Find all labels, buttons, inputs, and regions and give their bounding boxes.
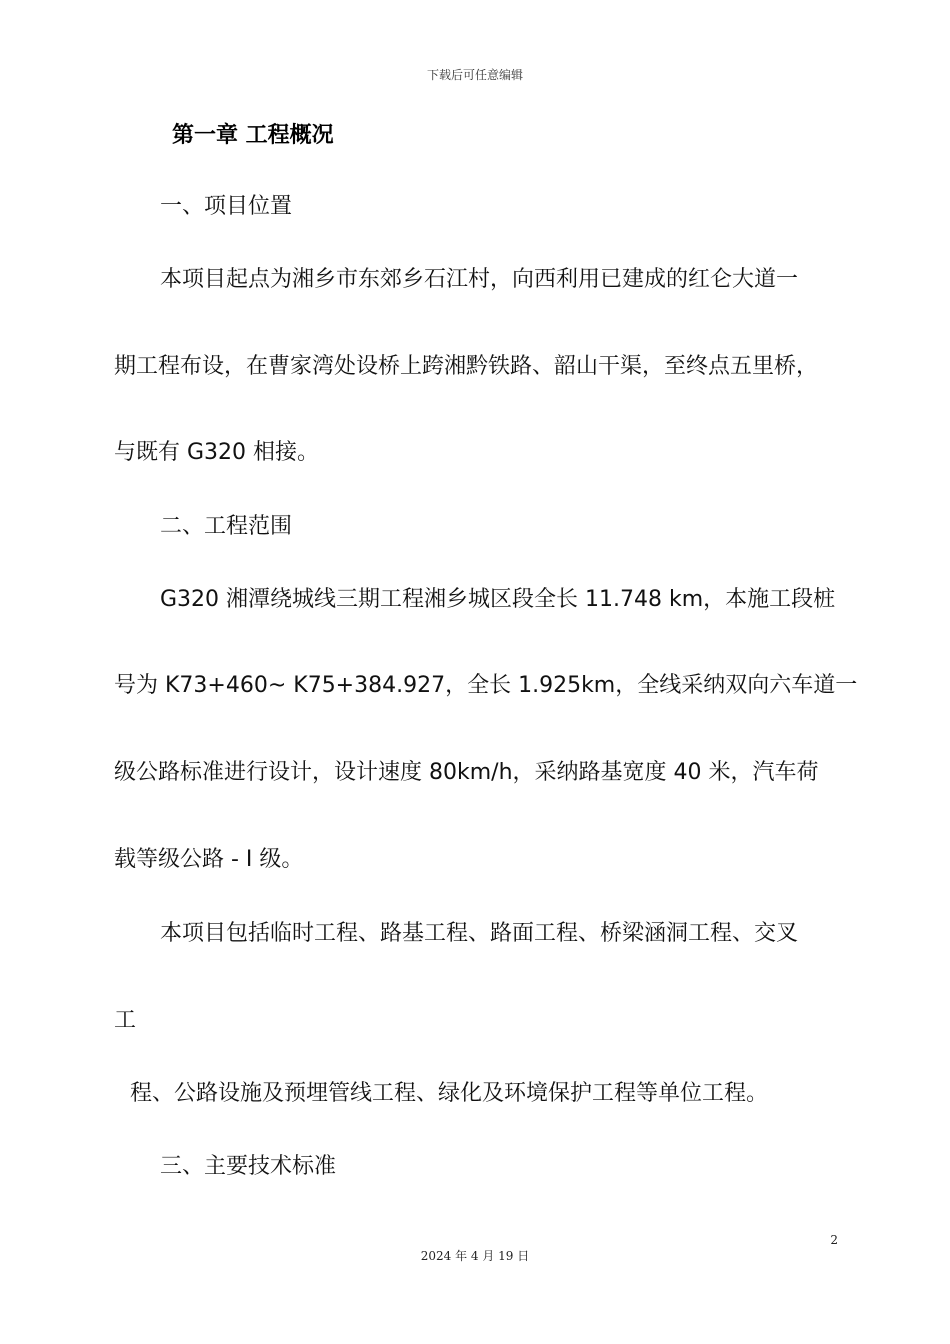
paragraph-line: 期工程布设，在曹家湾处设桥上跨湘黔铁路、韶山干渠，至终点五里桥， — [114, 354, 819, 379]
section-heading-location: 一、项目位置 — [160, 194, 293, 219]
chapter-title: 第一章 工程概况 — [172, 123, 334, 148]
paragraph-line: 号为 K73+460~ K75+384.927，全长 1.925km，全线采纳双向六车道一 — [114, 673, 858, 698]
header-note: 下载后可任意编辑 — [426, 68, 523, 82]
paragraph-line: 本项目起点为湘乡市东郊乡石江村，向西利用已建成的红仑大道一 — [160, 267, 799, 292]
paragraph-line: 与既有 G320 相接。 — [114, 440, 320, 465]
section-heading-standards: 三、主要技术标准 — [160, 1154, 337, 1179]
paragraph-line: 载等级公路 - I 级。 — [114, 847, 304, 872]
paragraph-line: 工 — [114, 1008, 137, 1033]
footer-date: 2024 年 4 月 19 日 — [420, 1249, 530, 1263]
section-heading-scope: 二、工程范围 — [160, 514, 293, 539]
paragraph-line: G320 湘潭绕城线三期工程湘乡城区段全长 11.748 km，本施工段桩 — [160, 587, 836, 612]
paragraph-line: 级公路标准进行设计，设计速度 80km/h，采纳路基宽度 40 米，汽车荷 — [114, 760, 819, 785]
page-number: 2 — [830, 1233, 838, 1247]
paragraph-line: 本项目包括临时工程、路基工程、路面工程、桥梁涵洞工程、交叉 — [160, 921, 799, 946]
paragraph-line: 程、公路设施及预埋管线工程、绿化及环境保护工程等单位工程。 — [130, 1081, 769, 1106]
